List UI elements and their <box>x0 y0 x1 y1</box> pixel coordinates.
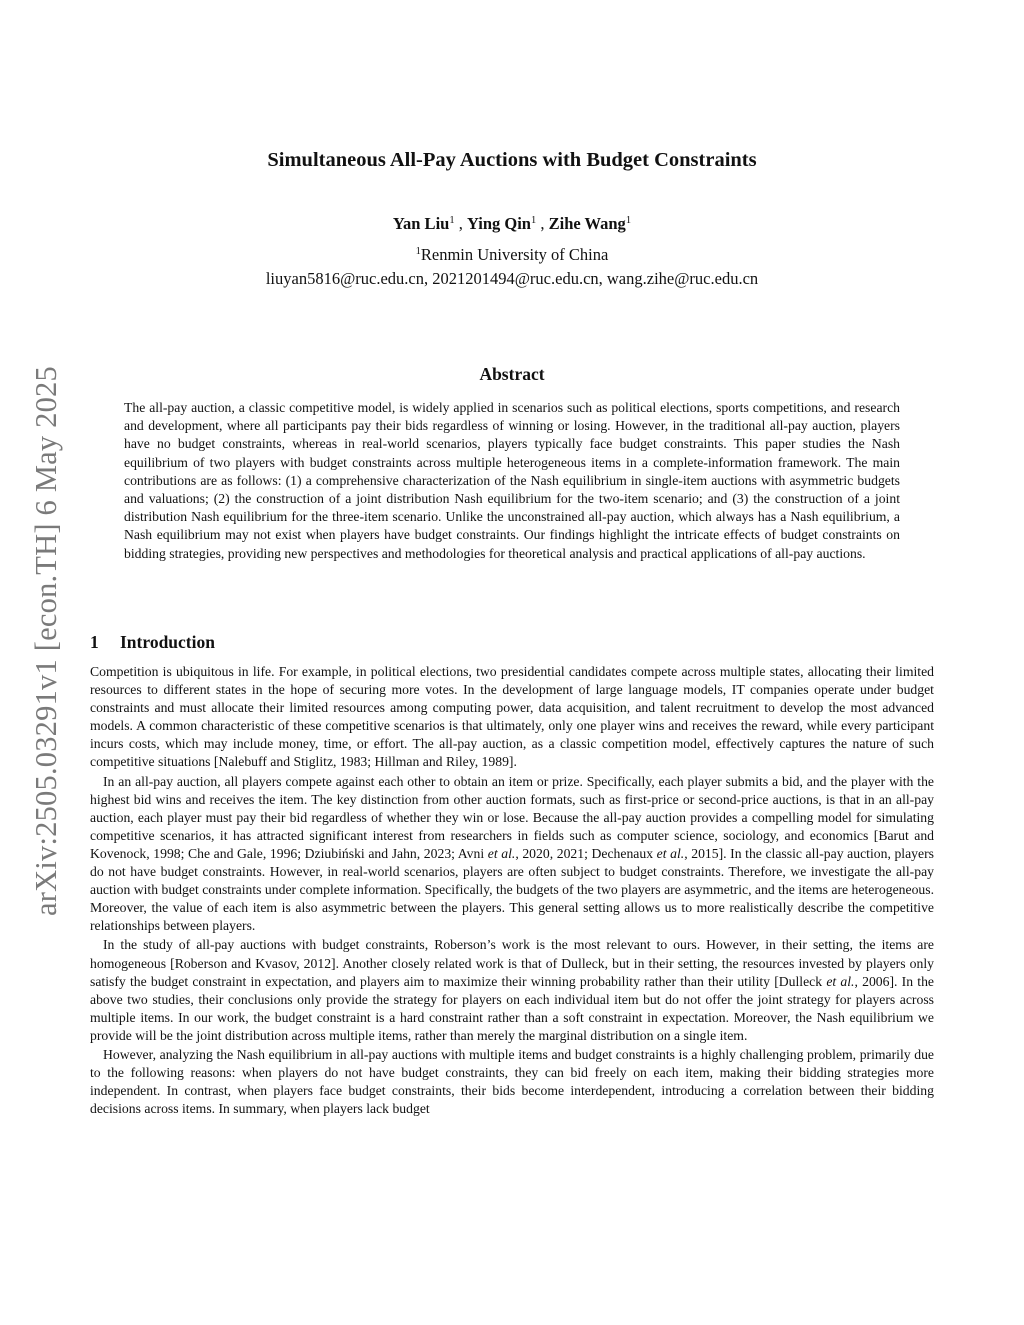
paragraph <box>90 936 934 1045</box>
italic-text: et al. <box>656 845 685 861</box>
affiliation <box>90 243 934 267</box>
section-body <box>90 663 934 1118</box>
author-emails: liuyan5816@ruc.edu.cn, 2021201494@ruc.edu.cn, wang.zihe@ruc.edu.cn <box>265 269 759 288</box>
author-separator: , <box>536 214 549 233</box>
author-name: Zihe Wang <box>548 214 626 233</box>
paragraph-text: In an all-pay auction, all players compete against each other to obtain an item or prize. Specifically, each player submits a bid, and the player with the highest bid wins and receives the item. The key distinction from other auction formats, such as first-price or second-price auctions, is that in an all-pay auction, each player must pay their bid regardless of whether they win or lose. Because the all-pay auction provides a compelling model for simulating competitive scenarios, it has attracted significant interest from researchers in fields such as computer science, sociology, and economics [Barut and Kovenock, 1998; Che and Gale, 1996; Dziubiński and Jahn, 2023; Avni <box>90 773 934 861</box>
section-title: Introduction <box>120 632 215 652</box>
author-separator: , <box>454 214 467 233</box>
author-name: Ying Qin <box>466 214 531 233</box>
affiliation-mark: 1 <box>449 215 455 226</box>
author-list <box>90 212 934 236</box>
paragraph <box>90 773 934 936</box>
author-name: Yan Liu <box>392 214 450 233</box>
paper-title: Simultaneous All-Pay Auctions with Budget Constraints <box>267 149 757 171</box>
paragraph-text: Competition is ubiquitous in life. For example, in political elections, two presidential candidates compete across multiple states, allocating their limited resources to different states in the hope of securing more votes. In the development of large language models, IT companies operate under budget constraints and must allocate their limited resources among computing power, data acquisition, and talent recruitment to develop the most advanced models. A common characteristic of these competitive scenarios is that ultimately, only one player wins and receives the reward, while every participant incurs costs, which may include money, time, or effort. The all-pay auction, as a classic competition model, effectively captures the nature of such competitive situations [Nalebuff and Stiglitz, 1983; Hillman and Riley, 1989]. <box>90 664 934 770</box>
affiliation-mark: 1 <box>625 215 632 226</box>
abstract-text: The all-pay auction, a classic competitive model, is widely applied in scenarios such as political elections, sports competitions, and research and development, where all participants pay their bids regardless of winning or losing. However, in the traditional all-pay auction, players have no budget constraints, whereas in real-world scenarios, players typically face budget constraints. This paper studies the Nash equilibrium of two players with budget constraints across multiple heterogeneous items in a complete-information framework. The main contributions are as follows: (1) a comprehensive characterization of the Nash equilibrium in single-item auctions with asymmetric budgets and valuations; (2) the construction of a joint distribution Nash equilibrium for the two-item scenario; and (3) the construction of a joint distribution Nash equilibrium for the three-item scenario. Unlike the unconstrained all-pay auction, which always has a Nash equilibrium, a Nash equilibrium may not exist when players have budget constraints. Our findings highlight the intricate effects of budget constraints on bidding strategies, providing new perspectives and methodologies for theoretical analysis and practical applications of all-pay auctions. <box>124 400 900 561</box>
abstract-heading: Abstract <box>479 364 545 384</box>
paragraph-text: , 2015]. In the classic all-pay auction, players do not have budget constraints. However, in real-world scenarios, players are often subject to budget constraints. Therefore, we investigate the all-pay auction with budget constraints under complete information. Specifically, the budgets of the two players are asymmetric, and the items are heterogeneous. Moreover, the value of each item is also asymmetric between the players. This general setting allows us to more realistically describe the competitive relationships between players. <box>90 845 934 934</box>
paragraph <box>90 1046 934 1118</box>
paragraph-text: In the study of all-pay auctions with budget constraints, Roberson’s work is the most relevant to ours. However, in their setting, the items are homogeneous [Roberson and Kvasov, 2012]. Another closely related work is that of Dulleck, but in their setting, the resources invested by players only satisfy the budget constraint in expectation, and players aim to maximize their winning probability rather than their utility [Dulleck <box>90 937 934 989</box>
paragraph <box>90 663 934 772</box>
affiliation-name: Renmin University of China <box>420 245 609 264</box>
arxiv-sidebar <box>0 0 80 1325</box>
affiliation-mark: 1 <box>531 215 537 226</box>
italic-text: et al. <box>826 973 855 989</box>
section-number: 1 <box>90 632 99 652</box>
arxiv-identifier: arXiv:2505.03291v1 [econ.TH] 6 May 2025 <box>29 366 63 916</box>
paragraph-text: , 2006]. In the above two studies, their conclusions only provide the strategy for players on each individual item but do not offer the joint strategy for players across multiple items. In our work, the budget constraint is a hard constraint rather than a soft constraint in expectation. Moreover, the Nash equilibrium we provide will be the joint distribution across multiple items, rather than merely the marginal distribution on a single item. <box>90 973 934 1043</box>
paragraph-text: However, analyzing the Nash equilibrium in all-pay auctions with multiple items and budget constraints is a highly challenging problem, primarily due to the following reasons: when players do not have budget constraints, they can bid freely on each item, making their bidding strategies more independent. In contrast, when players face budget constraints, their bids become interdependent, introducing a correlation between their bidding decisions across items. In summary, when players lack budget <box>90 1046 934 1117</box>
italic-text: et al. <box>487 845 516 861</box>
affiliation-mark: 1 <box>415 246 421 257</box>
paragraph-text: , 2020, 2021; Dechenaux <box>515 845 657 861</box>
section-heading <box>90 630 934 654</box>
